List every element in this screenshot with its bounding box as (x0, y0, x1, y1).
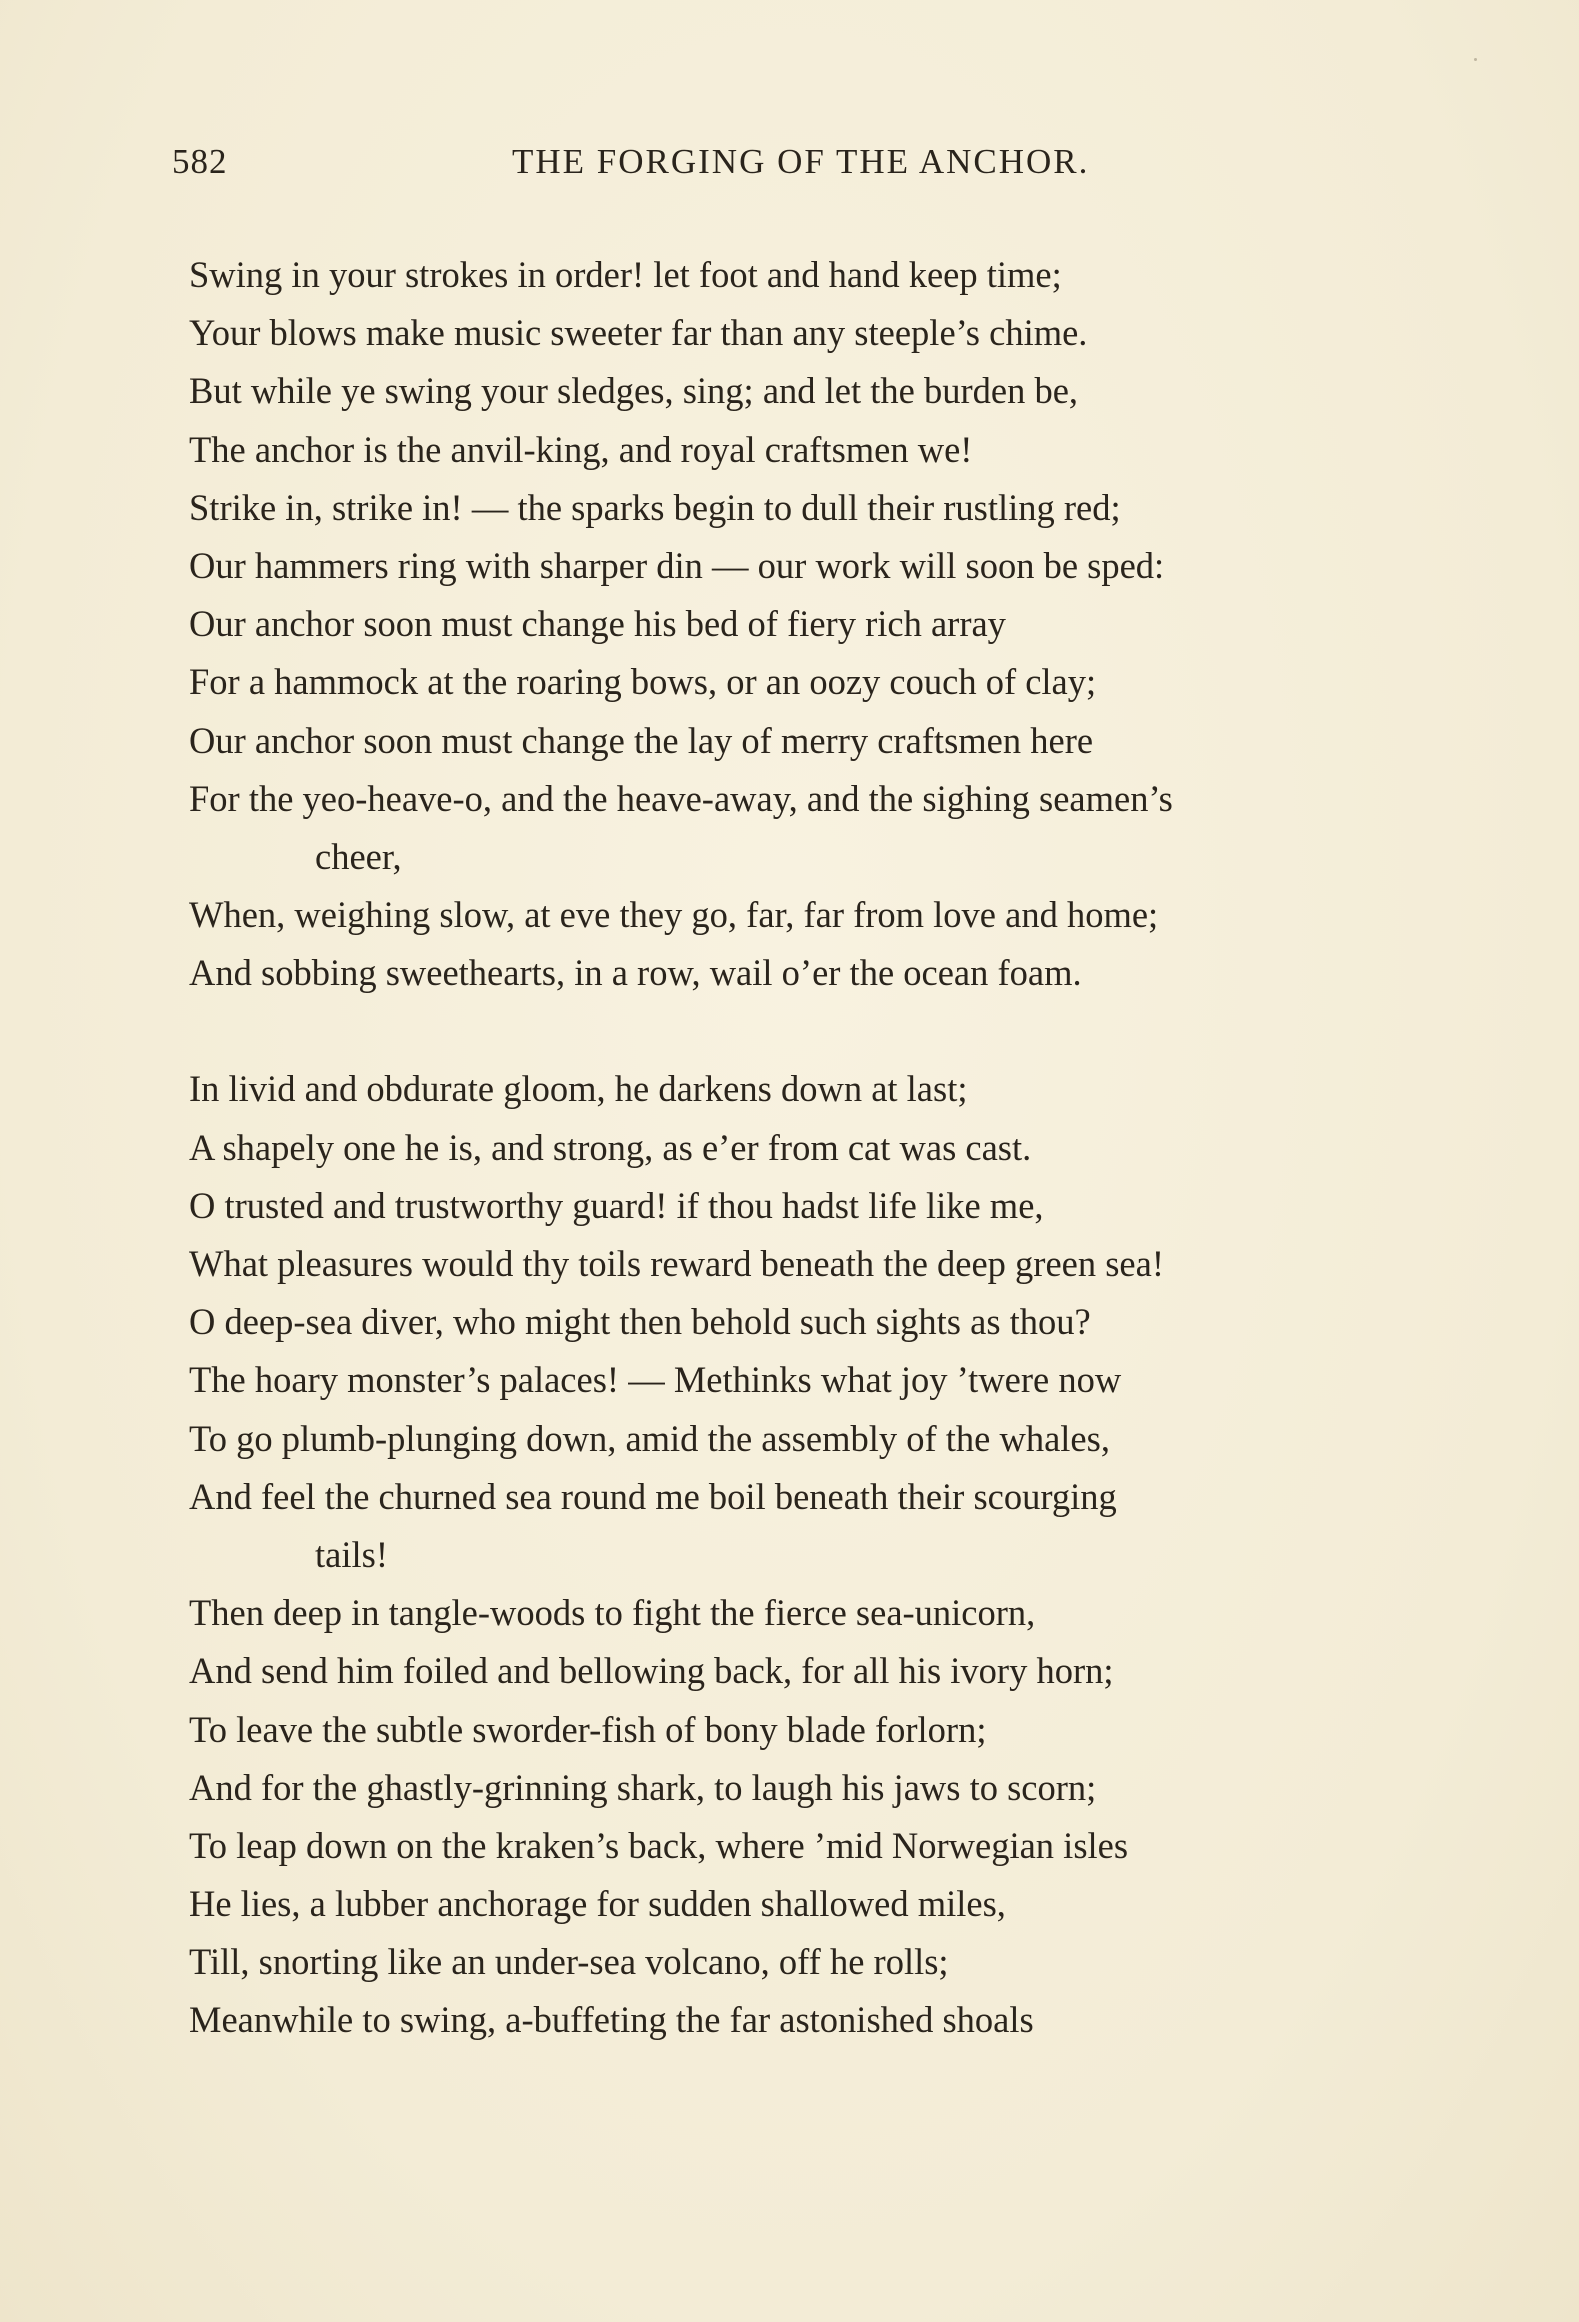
poem-line: Then deep in tangle-woods to fight the fierce sea-unicorn, (189, 1592, 1036, 1634)
poem-line: The anchor is the anvil-king, and royal craftsmen we! (189, 428, 973, 470)
poem-line: For the yeo-heave-o, and the heave-away, and the sighing seamen’s (189, 777, 1173, 819)
poem-line: But while ye swing your sledges, sing; and let the burden be, (189, 370, 1079, 412)
poem-line-continuation: cheer, (315, 835, 402, 877)
stanza-2 (189, 1060, 1519, 2049)
poem-line: And send him foiled and bellowing back, for all his ivory horn; (189, 1650, 1114, 1692)
poem-line: Your blows make music sweeter far than any steeple’s chime. (189, 312, 1088, 354)
poem-line: Till, snorting like an under-sea volcano, off he rolls; (189, 1941, 949, 1983)
poem-line: The hoary monster’s palaces! — Methinks what joy ’twere now (189, 1359, 1122, 1401)
stanza-1 (189, 246, 1519, 1002)
poem-line: Meanwhile to swing, a-buffeting the far astonished shoals (189, 1999, 1034, 2041)
poem-line: And for the ghastly-grinning shark, to laugh his jaws to scorn; (189, 1766, 1097, 1808)
poem-text (189, 246, 1519, 2050)
poem-line: A shapely one he is, and strong, as e’er from cat was cast. (189, 1126, 1032, 1168)
poem-line-continuation: tails! (315, 1533, 388, 1575)
poem-line: For a hammock at the roaring bows, or an oozy couch of clay; (189, 661, 1097, 703)
poem-line: And feel the churned sea round me boil beneath their scourging (189, 1475, 1117, 1517)
stanza-break (189, 1002, 1519, 1060)
poem-line: To leap down on the kraken’s back, where ’mid Norwegian isles (189, 1824, 1129, 1866)
poem-line: O trusted and trustworthy guard! if thou hadst life like me, (189, 1184, 1044, 1226)
poem-line: He lies, a lubber anchorage for sudden shallowed miles, (189, 1883, 1006, 1925)
poem-line: Our hammers ring with sharper din — our work will soon be sped: (189, 544, 1165, 586)
poem-line: Swing in your strokes in order! let foot and hand keep time; (189, 254, 1062, 295)
running-title: THE FORGING OF THE ANCHOR. (512, 142, 1090, 181)
page-number: 582 (172, 142, 228, 181)
poem-line: To go plumb-plunging down, amid the assembly of the whales, (189, 1417, 1110, 1459)
poem-line: Strike in, strike in! — the sparks begin to dull their rustling red; (189, 486, 1121, 528)
poem-line: To leave the subtle sworder-fish of bony blade forlorn; (189, 1708, 987, 1750)
page-header (172, 142, 1232, 186)
poem-line: What pleasures would thy toils reward beneath the deep green sea! (189, 1243, 1164, 1284)
poem-line: When, weighing slow, at eve they go, far, far from love and home; (189, 894, 1159, 936)
poem-line: O deep-sea diver, who might then behold such sights as thou? (189, 1301, 1091, 1343)
poem-line: And sobbing sweethearts, in a row, wail o’er the ocean foam. (189, 952, 1082, 994)
paper-speck (1474, 58, 1477, 61)
poem-line: Our anchor soon must change his bed of fiery rich array (189, 603, 1006, 645)
poem-line: Our anchor soon must change the lay of merry craftsmen here (189, 719, 1094, 761)
poem-line: In livid and obdurate gloom, he darkens down at last; (189, 1068, 968, 1110)
